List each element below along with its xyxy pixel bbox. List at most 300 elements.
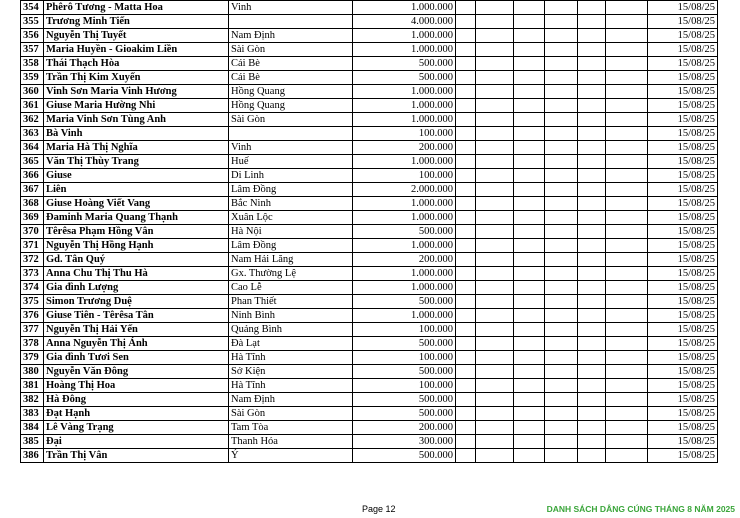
donor-name: Đạt Hạnh <box>44 407 229 421</box>
empty-cell <box>545 197 578 211</box>
donation-date: 15/08/25 <box>648 421 718 435</box>
empty-cell <box>578 43 606 57</box>
empty-cell <box>476 267 514 281</box>
donation-amount: 500.000 <box>353 337 456 351</box>
donation-amount: 500.000 <box>353 225 456 239</box>
donation-amount: 2.000.000 <box>353 183 456 197</box>
donation-date: 15/08/25 <box>648 197 718 211</box>
empty-cell <box>606 169 648 183</box>
empty-cell <box>514 155 545 169</box>
empty-cell <box>456 435 476 449</box>
donation-amount: 200.000 <box>353 253 456 267</box>
donor-place: Đà Lạt <box>229 337 353 351</box>
empty-cell <box>456 295 476 309</box>
empty-cell <box>578 379 606 393</box>
empty-cell <box>545 379 578 393</box>
donation-amount: 1.000.000 <box>353 85 456 99</box>
donor-name: Maria Vinh Sơn Tùng Anh <box>44 113 229 127</box>
empty-cell <box>578 281 606 295</box>
donation-date: 15/08/25 <box>648 281 718 295</box>
empty-cell <box>606 323 648 337</box>
donor-place: Ý <box>229 449 353 463</box>
empty-cell <box>476 43 514 57</box>
empty-cell <box>545 99 578 113</box>
empty-cell <box>545 71 578 85</box>
empty-cell <box>476 295 514 309</box>
row-number: 386 <box>21 449 44 463</box>
empty-cell <box>456 365 476 379</box>
donor-name: Giuse Tiên - Têrêsa Tân <box>44 309 229 323</box>
empty-cell <box>578 197 606 211</box>
empty-cell <box>606 141 648 155</box>
donor-name: Maria Hà Thị Nghĩa <box>44 141 229 155</box>
donor-name: Nguyễn Thị Hồng Hạnh <box>44 239 229 253</box>
empty-cell <box>578 211 606 225</box>
empty-cell <box>514 225 545 239</box>
donor-place: Hà Tĩnh <box>229 379 353 393</box>
row-number: 363 <box>21 127 44 141</box>
table-row <box>21 225 718 239</box>
empty-cell <box>476 323 514 337</box>
empty-cell <box>606 127 648 141</box>
empty-cell <box>456 407 476 421</box>
donor-name: Lê Vàng Trạng <box>44 421 229 435</box>
donor-place: Hà Tĩnh <box>229 351 353 365</box>
empty-cell <box>456 267 476 281</box>
empty-cell <box>476 253 514 267</box>
empty-cell <box>578 15 606 29</box>
empty-cell <box>606 71 648 85</box>
empty-cell <box>606 253 648 267</box>
table-row <box>21 197 718 211</box>
table-row <box>21 85 718 99</box>
donation-date: 15/08/25 <box>648 113 718 127</box>
table-row <box>21 309 718 323</box>
donation-date: 15/08/25 <box>648 1 718 15</box>
donor-name: Simon Trương Duệ <box>44 295 229 309</box>
donation-date: 15/08/25 <box>648 379 718 393</box>
empty-cell <box>476 365 514 379</box>
empty-cell <box>606 267 648 281</box>
empty-cell <box>606 295 648 309</box>
empty-cell <box>456 183 476 197</box>
donor-place: Hà Nội <box>229 225 353 239</box>
donation-amount: 1.000.000 <box>353 1 456 15</box>
empty-cell <box>545 15 578 29</box>
row-number: 377 <box>21 323 44 337</box>
empty-cell <box>514 253 545 267</box>
row-number: 373 <box>21 267 44 281</box>
empty-cell <box>514 197 545 211</box>
donor-place: Vinh <box>229 141 353 155</box>
empty-cell <box>545 449 578 463</box>
table-row <box>21 29 718 43</box>
donor-place: Sở Kiện <box>229 365 353 379</box>
empty-cell <box>456 337 476 351</box>
row-number: 371 <box>21 239 44 253</box>
empty-cell <box>545 281 578 295</box>
row-number: 384 <box>21 421 44 435</box>
empty-cell <box>514 127 545 141</box>
empty-cell <box>514 15 545 29</box>
row-number: 367 <box>21 183 44 197</box>
donor-name: Gd. Tân Quý <box>44 253 229 267</box>
row-number: 355 <box>21 15 44 29</box>
donation-amount: 100.000 <box>353 127 456 141</box>
empty-cell <box>578 85 606 99</box>
table-row <box>21 155 718 169</box>
empty-cell <box>476 393 514 407</box>
donor-place: Phan Thiết <box>229 295 353 309</box>
empty-cell <box>456 225 476 239</box>
row-number: 372 <box>21 253 44 267</box>
empty-cell <box>545 141 578 155</box>
donation-date: 15/08/25 <box>648 407 718 421</box>
donation-date: 15/08/25 <box>648 183 718 197</box>
empty-cell <box>578 127 606 141</box>
empty-cell <box>606 197 648 211</box>
row-number: 380 <box>21 365 44 379</box>
donation-date: 15/08/25 <box>648 337 718 351</box>
empty-cell <box>476 15 514 29</box>
table-row <box>21 169 718 183</box>
empty-cell <box>578 449 606 463</box>
row-number: 358 <box>21 57 44 71</box>
empty-cell <box>476 225 514 239</box>
empty-cell <box>578 99 606 113</box>
empty-cell <box>456 71 476 85</box>
row-number: 375 <box>21 295 44 309</box>
empty-cell <box>606 393 648 407</box>
empty-cell <box>578 71 606 85</box>
empty-cell <box>456 281 476 295</box>
empty-cell <box>578 169 606 183</box>
table-row <box>21 15 718 29</box>
empty-cell <box>456 211 476 225</box>
donation-amount: 100.000 <box>353 351 456 365</box>
empty-cell <box>578 407 606 421</box>
empty-cell <box>606 421 648 435</box>
empty-cell <box>606 211 648 225</box>
row-number: 374 <box>21 281 44 295</box>
empty-cell <box>545 225 578 239</box>
empty-cell <box>476 113 514 127</box>
empty-cell <box>456 141 476 155</box>
donor-place: Lâm Đồng <box>229 239 353 253</box>
empty-cell <box>514 1 545 15</box>
table-body <box>21 1 718 463</box>
table-row <box>21 337 718 351</box>
empty-cell <box>514 393 545 407</box>
empty-cell <box>476 351 514 365</box>
row-number: 356 <box>21 29 44 43</box>
empty-cell <box>545 435 578 449</box>
donor-name: Anna Chu Thị Thu Hà <box>44 267 229 281</box>
empty-cell <box>476 211 514 225</box>
table-row <box>21 379 718 393</box>
empty-cell <box>514 169 545 183</box>
donor-name: Giuse <box>44 169 229 183</box>
donor-place: Thanh Hóa <box>229 435 353 449</box>
table-row <box>21 449 718 463</box>
empty-cell <box>456 169 476 183</box>
donor-name: Anna Nguyễn Thị Ánh <box>44 337 229 351</box>
empty-cell <box>514 99 545 113</box>
row-number: 361 <box>21 99 44 113</box>
table-row <box>21 407 718 421</box>
empty-cell <box>476 1 514 15</box>
empty-cell <box>578 113 606 127</box>
donor-place: Hồng Quang <box>229 99 353 113</box>
donation-amount: 500.000 <box>353 449 456 463</box>
donation-date: 15/08/25 <box>648 99 718 113</box>
empty-cell <box>545 323 578 337</box>
donation-amount: 500.000 <box>353 57 456 71</box>
empty-cell <box>476 71 514 85</box>
donation-date: 15/08/25 <box>648 323 718 337</box>
empty-cell <box>456 309 476 323</box>
empty-cell <box>456 57 476 71</box>
donation-date: 15/08/25 <box>648 225 718 239</box>
empty-cell <box>606 99 648 113</box>
donor-place: Lâm Đồng <box>229 183 353 197</box>
donor-place: Sài Gòn <box>229 43 353 57</box>
donor-name: Trần Thị Vân <box>44 449 229 463</box>
empty-cell <box>476 127 514 141</box>
donor-place: Huế <box>229 155 353 169</box>
row-number: 359 <box>21 71 44 85</box>
donor-name: Nguyễn Thị Tuyết <box>44 29 229 43</box>
empty-cell <box>545 337 578 351</box>
empty-cell <box>456 253 476 267</box>
empty-cell <box>545 57 578 71</box>
donor-name: Têrêsa Phạm Hồng Vân <box>44 225 229 239</box>
empty-cell <box>545 85 578 99</box>
empty-cell <box>514 379 545 393</box>
empty-cell <box>456 1 476 15</box>
donation-date: 15/08/25 <box>648 239 718 253</box>
table-row <box>21 57 718 71</box>
empty-cell <box>545 351 578 365</box>
donation-amount: 100.000 <box>353 169 456 183</box>
table-row <box>21 71 718 85</box>
page-number: Page 12 <box>362 504 396 514</box>
donation-amount: 300.000 <box>353 435 456 449</box>
donation-date: 15/08/25 <box>648 169 718 183</box>
row-number: 385 <box>21 435 44 449</box>
donor-place: Quảng Bình <box>229 323 353 337</box>
empty-cell <box>456 323 476 337</box>
empty-cell <box>578 295 606 309</box>
row-number: 379 <box>21 351 44 365</box>
row-number: 376 <box>21 309 44 323</box>
donor-place <box>229 15 353 29</box>
empty-cell <box>514 351 545 365</box>
donor-place: Vinh <box>229 1 353 15</box>
donation-amount: 200.000 <box>353 141 456 155</box>
empty-cell <box>476 85 514 99</box>
empty-cell <box>545 29 578 43</box>
empty-cell <box>476 421 514 435</box>
empty-cell <box>545 113 578 127</box>
donor-name: Thái Thạch Hòa <box>44 57 229 71</box>
empty-cell <box>456 127 476 141</box>
donation-table <box>20 0 718 463</box>
donor-name: Trương Minh Tiến <box>44 15 229 29</box>
empty-cell <box>456 239 476 253</box>
donation-amount: 1.000.000 <box>353 155 456 169</box>
empty-cell <box>606 183 648 197</box>
empty-cell <box>514 71 545 85</box>
empty-cell <box>545 393 578 407</box>
empty-cell <box>578 225 606 239</box>
empty-cell <box>606 225 648 239</box>
donor-place: Nam Định <box>229 29 353 43</box>
table-row <box>21 99 718 113</box>
table-row <box>21 253 718 267</box>
empty-cell <box>606 43 648 57</box>
table-row <box>21 183 718 197</box>
empty-cell <box>545 127 578 141</box>
empty-cell <box>476 239 514 253</box>
donation-amount: 500.000 <box>353 365 456 379</box>
empty-cell <box>514 449 545 463</box>
empty-cell <box>606 365 648 379</box>
empty-cell <box>606 57 648 71</box>
donation-amount: 500.000 <box>353 393 456 407</box>
donation-amount: 500.000 <box>353 295 456 309</box>
row-number: 382 <box>21 393 44 407</box>
donor-name: Văn Thị Thùy Trang <box>44 155 229 169</box>
donation-amount: 1.000.000 <box>353 239 456 253</box>
empty-cell <box>545 169 578 183</box>
empty-cell <box>476 407 514 421</box>
donation-amount: 1.000.000 <box>353 113 456 127</box>
empty-cell <box>514 365 545 379</box>
donation-date: 15/08/25 <box>648 351 718 365</box>
empty-cell <box>514 421 545 435</box>
table-row <box>21 113 718 127</box>
row-number: 357 <box>21 43 44 57</box>
empty-cell <box>578 351 606 365</box>
empty-cell <box>476 57 514 71</box>
donor-name: Trần Thị Kim Xuyến <box>44 71 229 85</box>
donor-name: Vinh Sơn Maria Vinh Hương <box>44 85 229 99</box>
empty-cell <box>476 141 514 155</box>
donor-name: Nguyễn Thị Hải Yến <box>44 323 229 337</box>
empty-cell <box>476 183 514 197</box>
donor-name: Maria Huyền - Gioakim Liền <box>44 43 229 57</box>
empty-cell <box>545 211 578 225</box>
donor-place: Xuân Lộc <box>229 211 353 225</box>
donation-date: 15/08/25 <box>648 71 718 85</box>
donation-date: 15/08/25 <box>648 309 718 323</box>
empty-cell <box>514 211 545 225</box>
donor-name: Hà Đông <box>44 393 229 407</box>
empty-cell <box>578 365 606 379</box>
donor-name: Nguyễn Văn Đông <box>44 365 229 379</box>
empty-cell <box>456 15 476 29</box>
donation-date: 15/08/25 <box>648 141 718 155</box>
empty-cell <box>476 449 514 463</box>
donation-date: 15/08/25 <box>648 15 718 29</box>
empty-cell <box>578 267 606 281</box>
empty-cell <box>476 435 514 449</box>
empty-cell <box>476 337 514 351</box>
empty-cell <box>606 435 648 449</box>
empty-cell <box>606 379 648 393</box>
empty-cell <box>606 351 648 365</box>
empty-cell <box>514 295 545 309</box>
donation-amount: 1.000.000 <box>353 309 456 323</box>
table-row <box>21 365 718 379</box>
empty-cell <box>578 435 606 449</box>
empty-cell <box>514 43 545 57</box>
donation-amount: 100.000 <box>353 379 456 393</box>
donor-name: Đaminh Maria Quang Thạnh <box>44 211 229 225</box>
table-row <box>21 239 718 253</box>
table-row <box>21 1 718 15</box>
table-row <box>21 43 718 57</box>
row-number: 381 <box>21 379 44 393</box>
donor-name: Liên <box>44 183 229 197</box>
donor-place: Cái Bè <box>229 57 353 71</box>
donation-amount: 4.000.000 <box>353 15 456 29</box>
empty-cell <box>514 141 545 155</box>
empty-cell <box>578 239 606 253</box>
empty-cell <box>514 239 545 253</box>
row-number: 369 <box>21 211 44 225</box>
empty-cell <box>456 449 476 463</box>
empty-cell <box>606 113 648 127</box>
donation-amount: 1.000.000 <box>353 267 456 281</box>
donation-amount: 200.000 <box>353 421 456 435</box>
empty-cell <box>476 197 514 211</box>
empty-cell <box>606 85 648 99</box>
empty-cell <box>514 85 545 99</box>
donation-date: 15/08/25 <box>648 29 718 43</box>
empty-cell <box>514 267 545 281</box>
empty-cell <box>456 29 476 43</box>
row-number: 366 <box>21 169 44 183</box>
table-row <box>21 127 718 141</box>
empty-cell <box>545 267 578 281</box>
empty-cell <box>606 407 648 421</box>
donor-place: Ninh Bình <box>229 309 353 323</box>
donation-date: 15/08/25 <box>648 267 718 281</box>
empty-cell <box>606 239 648 253</box>
empty-cell <box>578 323 606 337</box>
empty-cell <box>514 183 545 197</box>
donor-name: Phêrô Tương - Matta Hoa <box>44 1 229 15</box>
empty-cell <box>578 253 606 267</box>
empty-cell <box>476 379 514 393</box>
empty-cell <box>545 239 578 253</box>
empty-cell <box>578 155 606 169</box>
donor-place: Sài Gòn <box>229 407 353 421</box>
donation-amount: 500.000 <box>353 407 456 421</box>
table-row <box>21 295 718 309</box>
row-number: 383 <box>21 407 44 421</box>
donation-date: 15/08/25 <box>648 85 718 99</box>
empty-cell <box>476 281 514 295</box>
empty-cell <box>545 421 578 435</box>
empty-cell <box>456 393 476 407</box>
donor-place <box>229 127 353 141</box>
row-number: 378 <box>21 337 44 351</box>
donor-place: Cao Lễ <box>229 281 353 295</box>
donation-date: 15/08/25 <box>648 127 718 141</box>
